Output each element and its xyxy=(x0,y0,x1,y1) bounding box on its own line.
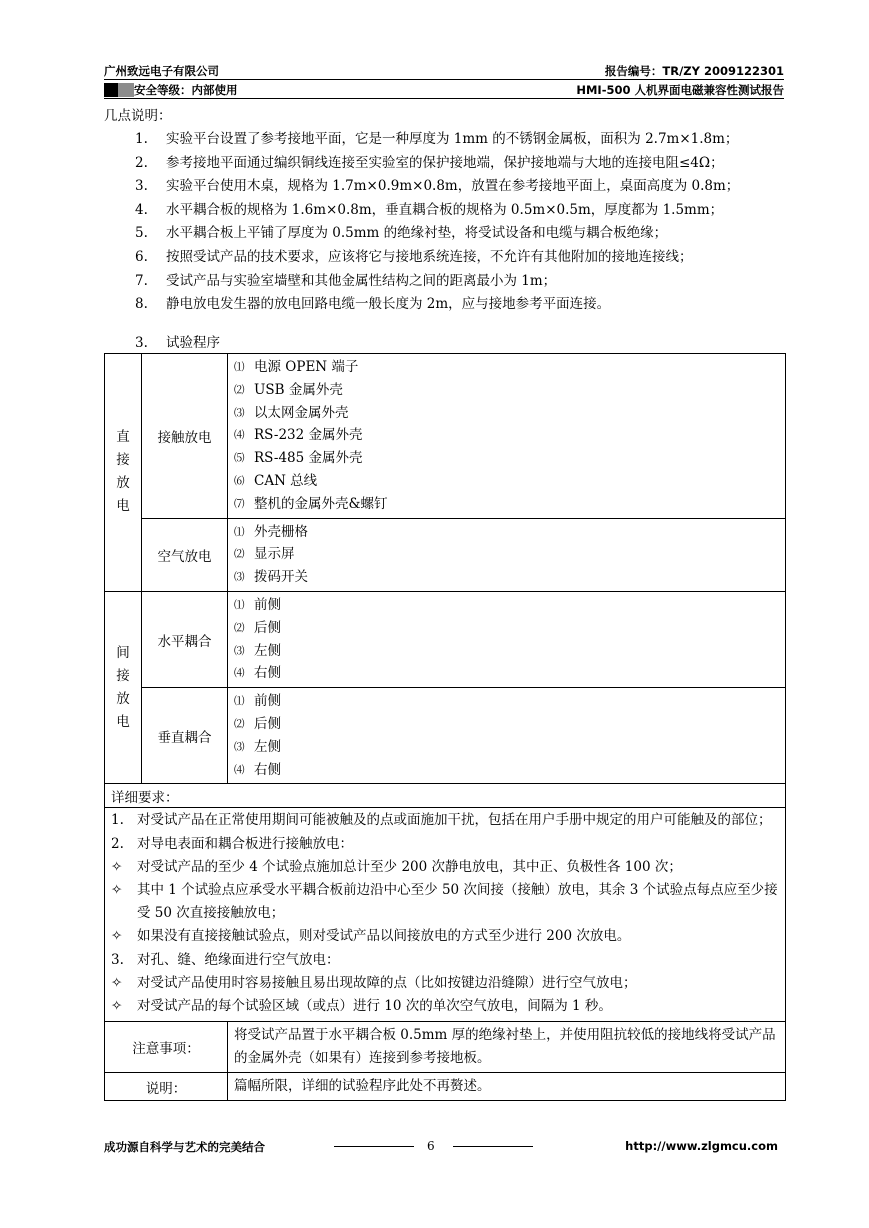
list-item: ⑶ 左侧 xyxy=(234,738,281,755)
air-discharge-items xyxy=(228,518,786,591)
list-item: ⑷ 右侧 xyxy=(234,665,281,682)
note-text: 实验平台设置了参考接地平面，它是一种厚度为 1mm 的不锈钢金属板，面积为 2.7m×1.8m； xyxy=(166,131,739,147)
list-item: ⑷ 右侧 xyxy=(234,761,281,778)
report-number: 报告编号：TR/ZY 2009122301 xyxy=(604,64,784,78)
section-heading xyxy=(135,331,220,351)
list-item xyxy=(135,270,739,294)
note-text: 实验平台使用木桌，规格为 1.7m×0.9m×0.8m，放置在参考接地平面上，桌面高度为 0.8m； xyxy=(166,178,740,195)
remark-text: 篇幅所限，详细的试验程序此处不再赘述。 xyxy=(228,1073,786,1101)
caution-label: 注意事项： xyxy=(105,1022,228,1073)
horizontal-coupling-label: 水平耦合 xyxy=(142,591,228,687)
list-item: ⑴ 电源 OPEN 端子 xyxy=(234,359,359,375)
note-text: 按照受试产品的技术要求，应该将它与接地系统连接，不允许有其他附加的接地连接线； xyxy=(166,248,693,265)
security-marker-black xyxy=(104,83,118,97)
list-item xyxy=(135,246,739,270)
table-row xyxy=(105,354,786,519)
list-item: ⑴ 外壳栅格 xyxy=(234,523,308,540)
section-title: 试验程序 xyxy=(166,335,220,351)
footer-slogan: 成功源自科学与艺术的完美结合 xyxy=(104,1140,265,1154)
contact-discharge-items xyxy=(228,354,786,519)
list-item: ⑵ 显示屏 xyxy=(234,546,295,563)
header-rule-bottom xyxy=(104,98,784,99)
list-item: ⑹ CAN 总线 xyxy=(234,472,318,489)
footer-line-left xyxy=(334,1146,414,1147)
note-text: 水平耦合板上平铺了厚度为 0.5mm 的绝缘衬垫，将受试设备和电缆与耦合板绝缘； xyxy=(166,225,668,242)
list-item: ⑵ USB 金属外壳 xyxy=(234,381,343,398)
note-number: 7. xyxy=(135,272,148,289)
list-item xyxy=(135,199,739,223)
horizontal-coupling-items xyxy=(228,591,786,687)
security-marker-gray xyxy=(118,83,134,97)
note-number: 2. xyxy=(135,154,148,171)
list-item: ⑵ 后侧 xyxy=(234,715,281,732)
list-item: ✧ 对受试产品的每个试验区域（或点）进行 10 次的单次空气放电，间隔为 1 秒。 xyxy=(111,997,612,1014)
air-discharge-label: 空气放电 xyxy=(142,518,228,591)
company-name: 广州致远电子有限公司 xyxy=(104,64,219,78)
list-item: ⑴ 前侧 xyxy=(234,693,281,710)
table-row xyxy=(105,808,786,1022)
table-row xyxy=(105,518,786,591)
list-item: 1. 对受试产品在正常使用期间可能被触及的点或面施加干扰，包括在用户手册中规定的用户可能触及的部位； xyxy=(111,812,772,829)
note-number: 3. xyxy=(135,178,148,195)
list-item: ⑷ RS-232 金属外壳 xyxy=(234,427,363,444)
note-number: 8. xyxy=(135,296,148,313)
procedure-table xyxy=(104,353,786,1101)
list-item: ⑵ 后侧 xyxy=(234,619,281,636)
notes-intro: 几点说明： xyxy=(104,108,172,124)
footer-url: http://www.zlgmcu.com xyxy=(625,1139,778,1153)
list-item xyxy=(135,175,739,199)
section-number: 3. xyxy=(135,335,148,351)
list-item xyxy=(135,222,739,246)
table-row xyxy=(105,784,786,808)
table-row xyxy=(105,1022,786,1073)
list-item: ✧ 对受试产品使用时容易接触且易出现故障的点（比如按键边沿缝隙）进行空气放电； xyxy=(111,974,637,991)
note-number: 6. xyxy=(135,248,148,265)
vertical-coupling-items xyxy=(228,688,786,784)
page-number: 6 xyxy=(427,1139,435,1153)
list-item: ⑴ 前侧 xyxy=(234,596,281,613)
note-number: 4. xyxy=(135,201,148,218)
note-text: 静电放电发生器的放电回路电缆一般长度为 2m，应与接地参考平面连接。 xyxy=(166,296,611,313)
list-item: ⑸ RS-485 金属外壳 xyxy=(234,450,363,467)
list-item xyxy=(135,128,739,152)
footer-line-right xyxy=(453,1146,533,1147)
vertical-coupling-label: 垂直耦合 xyxy=(142,688,228,784)
remark-label: 说明： xyxy=(105,1073,228,1101)
list-item: 2. 对导电表面和耦合板进行接触放电： xyxy=(111,835,353,852)
list-item: ⑶ 以太网金属外壳 xyxy=(234,404,349,421)
list-item: ✧ 如果没有直接接触试验点，则对受试产品以间接放电的方式至少进行 200 次放电。 xyxy=(111,928,631,945)
table-row xyxy=(105,591,786,687)
list-item: 3. 对孔、缝、绝缘面进行空气放电： xyxy=(111,951,340,968)
list-item xyxy=(135,152,739,176)
note-text: 参考接地平面通过编织铜线连接至实验室的保护接地端，保护接地端与大地的连接电阻≤4Ω； xyxy=(166,154,724,171)
caution-text: 将受试产品置于水平耦合板 0.5mm 厚的绝缘衬垫上，并使用阻抗较低的接地线将受试产品的金属外壳（如果有）连接到参考接地板。 xyxy=(228,1022,786,1073)
list-item: ⑶ 左侧 xyxy=(234,642,281,659)
list-item: ⑺ 整机的金属外壳&螺钉 xyxy=(234,495,388,512)
contact-discharge-label: 接触放电 xyxy=(142,354,228,519)
requirements-body xyxy=(105,808,786,1022)
note-text: 受试产品与实验室墙壁和其他金属性结构之间的距离最小为 1m； xyxy=(166,272,557,289)
list-item: ⑶ 拨码开关 xyxy=(234,569,308,586)
note-text: 水平耦合板的规格为 1.6m×0.8m，垂直耦合板的规格为 0.5m×0.5m，厚度都为 1.5mm； xyxy=(166,201,724,218)
indirect-discharge-label: 间 接 放 电 xyxy=(105,591,142,783)
report-title: HMI-500 人机界面电磁兼容性测试报告 xyxy=(576,83,784,97)
list-item: ✧ 对受试产品的至少 4 个试验点施加总计至少 200 次静电放电，其中正、负极性各 100 次； xyxy=(111,858,682,875)
note-number: 5. xyxy=(135,225,148,242)
list-item xyxy=(135,293,739,317)
list-item: ✧ 其中 1 个试验点应承受水平耦合板前边沿中心至少 50 次间接（接触）放电，其余 3 个试验点每点应至少接受 50 次直接接触放电； xyxy=(111,881,778,922)
note-number: 1. xyxy=(135,131,148,147)
direct-discharge-label: 直 接 放 电 xyxy=(105,354,142,592)
table-row xyxy=(105,688,786,784)
notes-list xyxy=(135,128,739,317)
table-row xyxy=(105,1073,786,1101)
header-rule-top xyxy=(104,79,784,80)
requirements-title: 详细要求： xyxy=(105,784,786,808)
security-level: 安全等级：内部使用 xyxy=(134,83,238,97)
